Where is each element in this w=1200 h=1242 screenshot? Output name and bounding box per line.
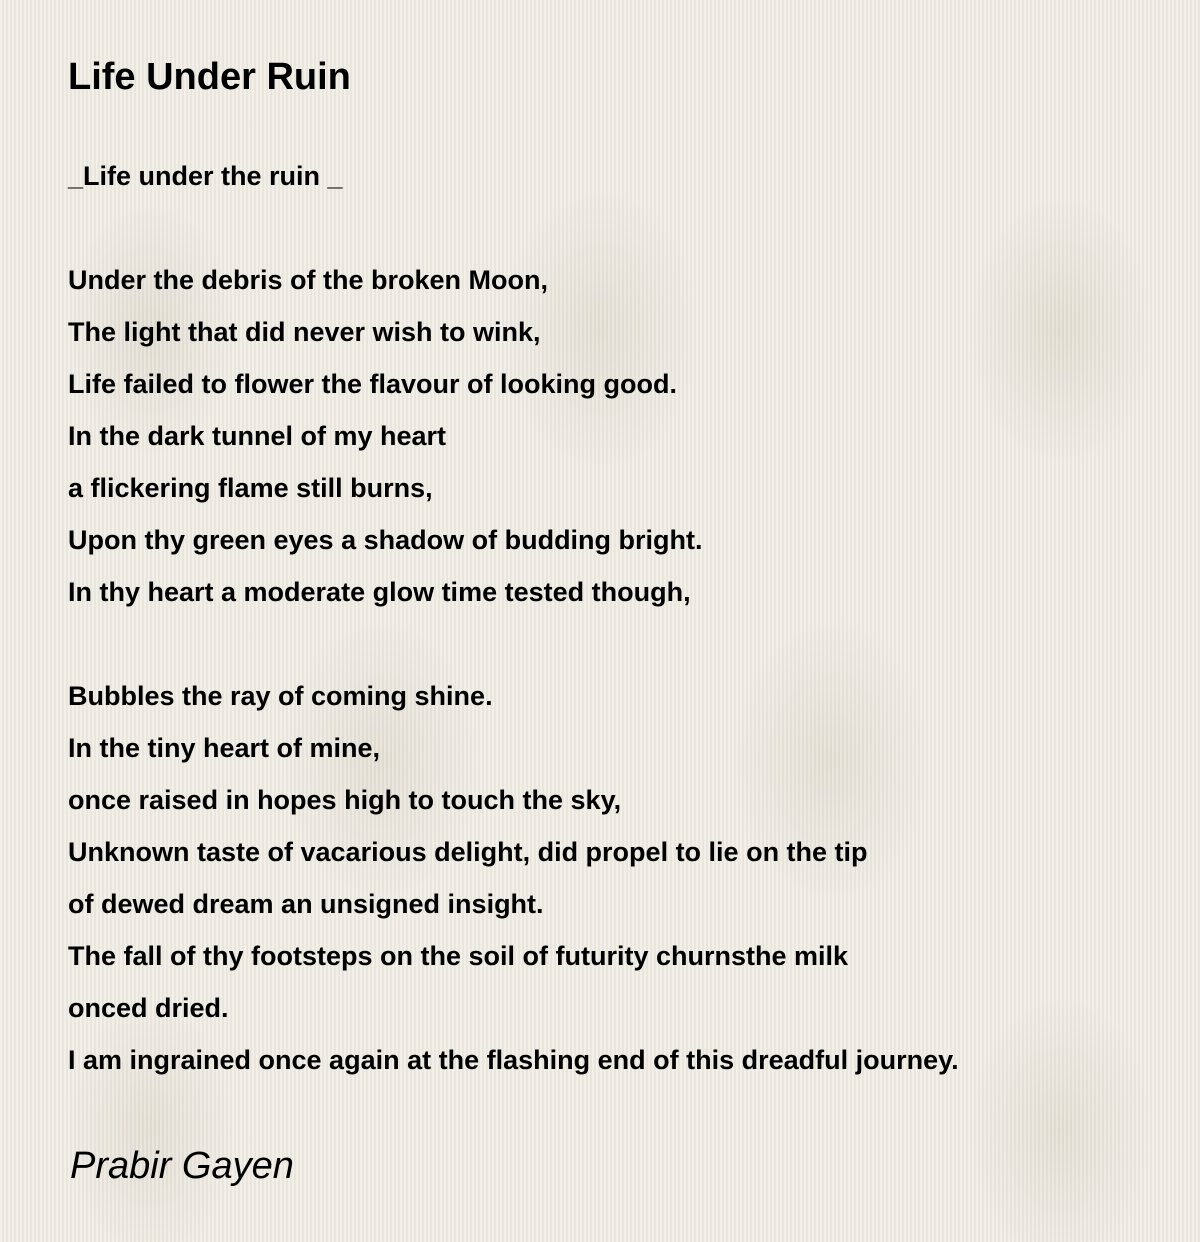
poem-line: Bubbles the ray of coming shine. xyxy=(68,681,493,711)
poem-line: Life failed to flower the flavour of looking good. xyxy=(68,369,677,399)
poem-stanza-break xyxy=(68,618,1178,670)
poem-line: The light that did never wish to wink, xyxy=(68,317,541,347)
poem-line: a flickering flame still burns, xyxy=(68,473,433,503)
poem-line: The fall of thy footsteps on the soil of futurity churnsthe milk xyxy=(68,941,849,971)
poem-line: Upon thy green eyes a shadow of budding bright. xyxy=(68,525,703,555)
poem-line: Unknown taste of vacarious delight, did propel to lie on the tip xyxy=(68,837,868,867)
poem-line: I am ingrained once again at the flashing end of this dreadful journey. xyxy=(68,1045,959,1075)
poem-line: of dewed dream an unsigned insight. xyxy=(68,889,544,919)
poem-author: Prabir Gayen xyxy=(70,1145,294,1187)
poem-body xyxy=(68,150,1178,1086)
poem-line: In the dark tunnel of my heart xyxy=(68,421,447,451)
poem-line: _Life under the ruin _ xyxy=(68,161,343,191)
poem-stanza-break xyxy=(68,202,1178,254)
poem-line: Under the debris of the broken Moon, xyxy=(68,265,549,295)
poem-line: In the tiny heart of mine, xyxy=(68,733,381,763)
poem-line: In thy heart a moderate glow time tested though, xyxy=(68,577,691,607)
poem-line: onced dried. xyxy=(68,993,229,1023)
poem-title: Life Under Ruin xyxy=(68,56,351,98)
poem-card xyxy=(68,52,1178,1086)
poem-line: once raised in hopes high to touch the sky, xyxy=(68,785,622,815)
